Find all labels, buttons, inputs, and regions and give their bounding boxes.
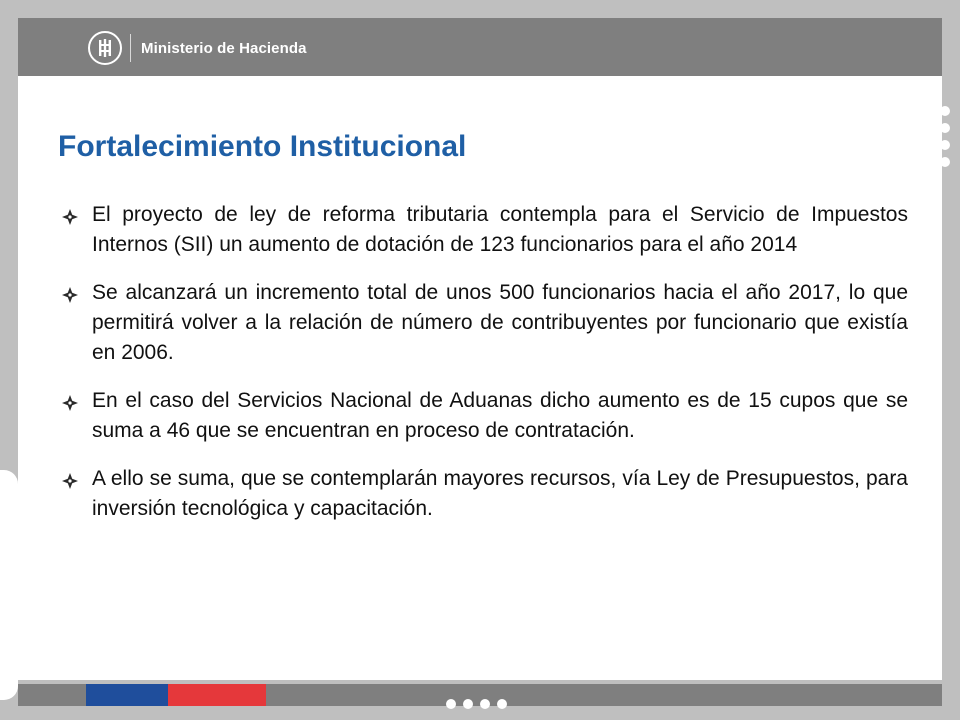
logo-divider [130,34,131,62]
bullet-text: Se alcanzará un incremento total de unos 500 funcionarios hacia el año 2017, lo que permitirá volver a la relación de número de contribuyentes por funcionario que existía en 2006. [92,281,908,364]
ministerio-logo [88,30,307,66]
left-side-tab [0,470,18,700]
decorative-dot [940,140,950,150]
decorative-dot [940,106,950,116]
bullet-item [62,464,908,524]
ministerio-emblem-icon [88,31,122,65]
bullet-text: A ello se suma, que se contemplarán mayores recursos, vía Ley de Presupuestos, para inversión tecnológica y capacitación. [92,467,908,520]
diamond-bullet-icon [62,278,92,310]
bullet-text: En el caso del Servicios Nacional de Aduanas dicho aumento es de 15 cupos que se suma a 46 que se encuentran en proceso de contratación. [92,389,908,442]
diamond-bullet-icon [62,386,92,418]
decorative-dot [463,699,473,709]
diamond-bullet-icon [62,464,92,496]
bullet-item [62,200,908,260]
bullet-list [62,200,908,542]
diamond-bullet-icon [62,200,92,232]
slide-title: Fortalecimiento Institucional [58,130,467,163]
decorative-dot [940,123,950,133]
bullet-text: El proyecto de ley de reforma tributaria contempla para el Servicio de Impuestos Internos (SII) un aumento de dotación de 123 funcionarios para el año 2014 [92,203,908,256]
footer-flag-red [168,684,266,706]
decorative-dots-bottom [446,699,514,711]
logo-text: Ministerio de Hacienda [141,39,307,57]
decorative-dot [940,157,950,167]
bullet-item [62,386,908,446]
bullet-item [62,278,908,368]
decorative-dot [480,699,490,709]
footer-flag-blue [86,684,168,706]
decorative-dot [446,699,456,709]
decorative-dot [497,699,507,709]
decorative-dots-right [940,106,954,174]
